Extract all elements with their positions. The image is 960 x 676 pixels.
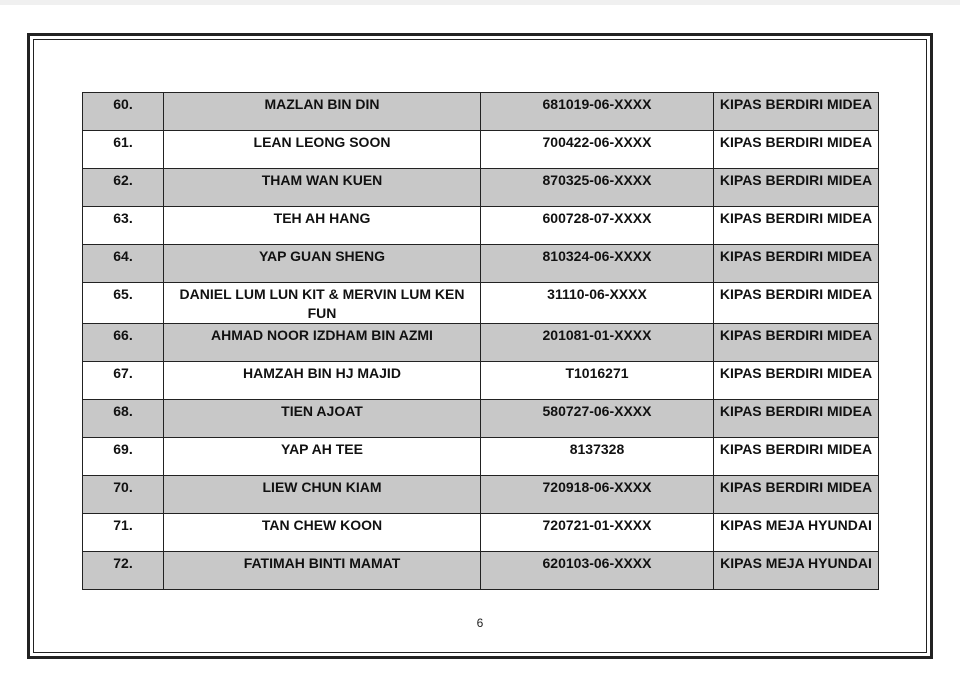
row-number: 70. [83,476,164,514]
table-row [83,245,879,283]
row-number: 61. [83,131,164,169]
table-row [83,400,879,438]
table-row [83,207,879,245]
row-number: 62. [83,169,164,207]
recipient-name: HAMZAH BIN HJ MAJID [164,362,481,400]
table-row [83,324,879,362]
recipient-name: MAZLAN BIN DIN [164,93,481,131]
item-description: KIPAS BERDIRI MIDEA [714,93,879,131]
ic-number: 580727-06-XXXX [481,400,714,438]
recipient-name: TAN CHEW KOON [164,514,481,552]
table-row [83,169,879,207]
ic-number: 700422-06-XXXX [481,131,714,169]
item-description: KIPAS BERDIRI MIDEA [714,131,879,169]
table-row [83,514,879,552]
row-number: 69. [83,438,164,476]
recipient-name: AHMAD NOOR IZDHAM BIN AZMI [164,324,481,362]
row-number: 66. [83,324,164,362]
table-row [83,131,879,169]
item-description: KIPAS BERDIRI MIDEA [714,283,879,324]
item-description: KIPAS BERDIRI MIDEA [714,476,879,514]
table-row [83,362,879,400]
ic-number: 720918-06-XXXX [481,476,714,514]
recipient-name: LIEW CHUN KIAM [164,476,481,514]
row-number: 65. [83,283,164,324]
ic-number: 870325-06-XXXX [481,169,714,207]
ic-number: 720721-01-XXXX [481,514,714,552]
row-number: 60. [83,93,164,131]
ic-number: 600728-07-XXXX [481,207,714,245]
document-page [0,5,960,676]
row-number: 67. [83,362,164,400]
ic-number: 681019-06-XXXX [481,93,714,131]
row-number: 72. [83,552,164,590]
item-description: KIPAS BERDIRI MIDEA [714,207,879,245]
recipient-table [82,92,879,590]
ic-number: 620103-06-XXXX [481,552,714,590]
table-row [83,283,879,324]
item-description: KIPAS BERDIRI MIDEA [714,438,879,476]
recipient-name: TEH AH HANG [164,207,481,245]
item-description: KIPAS MEJA HYUNDAI [714,514,879,552]
ic-number: 31110-06-XXXX [481,283,714,324]
item-description: KIPAS BERDIRI MIDEA [714,324,879,362]
table-row [83,438,879,476]
recipient-name: TIEN AJOAT [164,400,481,438]
row-number: 64. [83,245,164,283]
item-description: KIPAS BERDIRI MIDEA [714,169,879,207]
item-description: KIPAS BERDIRI MIDEA [714,245,879,283]
item-description: KIPAS BERDIRI MIDEA [714,400,879,438]
recipient-name: DANIEL LUM LUN KIT & MERVIN LUM KEN FUN [164,283,481,324]
page-number: 6 [476,616,484,630]
recipient-name: LEAN LEONG SOON [164,131,481,169]
ic-number: 810324-06-XXXX [481,245,714,283]
row-number: 63. [83,207,164,245]
table-row [83,93,879,131]
recipient-name: YAP AH TEE [164,438,481,476]
recipient-name: THAM WAN KUEN [164,169,481,207]
row-number: 68. [83,400,164,438]
ic-number: 8137328 [481,438,714,476]
row-number: 71. [83,514,164,552]
ic-number: 201081-01-XXXX [481,324,714,362]
table-row [83,476,879,514]
table-row [83,552,879,590]
ic-number: T1016271 [481,362,714,400]
recipient-name: FATIMAH BINTI MAMAT [164,552,481,590]
item-description: KIPAS BERDIRI MIDEA [714,362,879,400]
item-description: KIPAS MEJA HYUNDAI [714,552,879,590]
recipient-name: YAP GUAN SHENG [164,245,481,283]
